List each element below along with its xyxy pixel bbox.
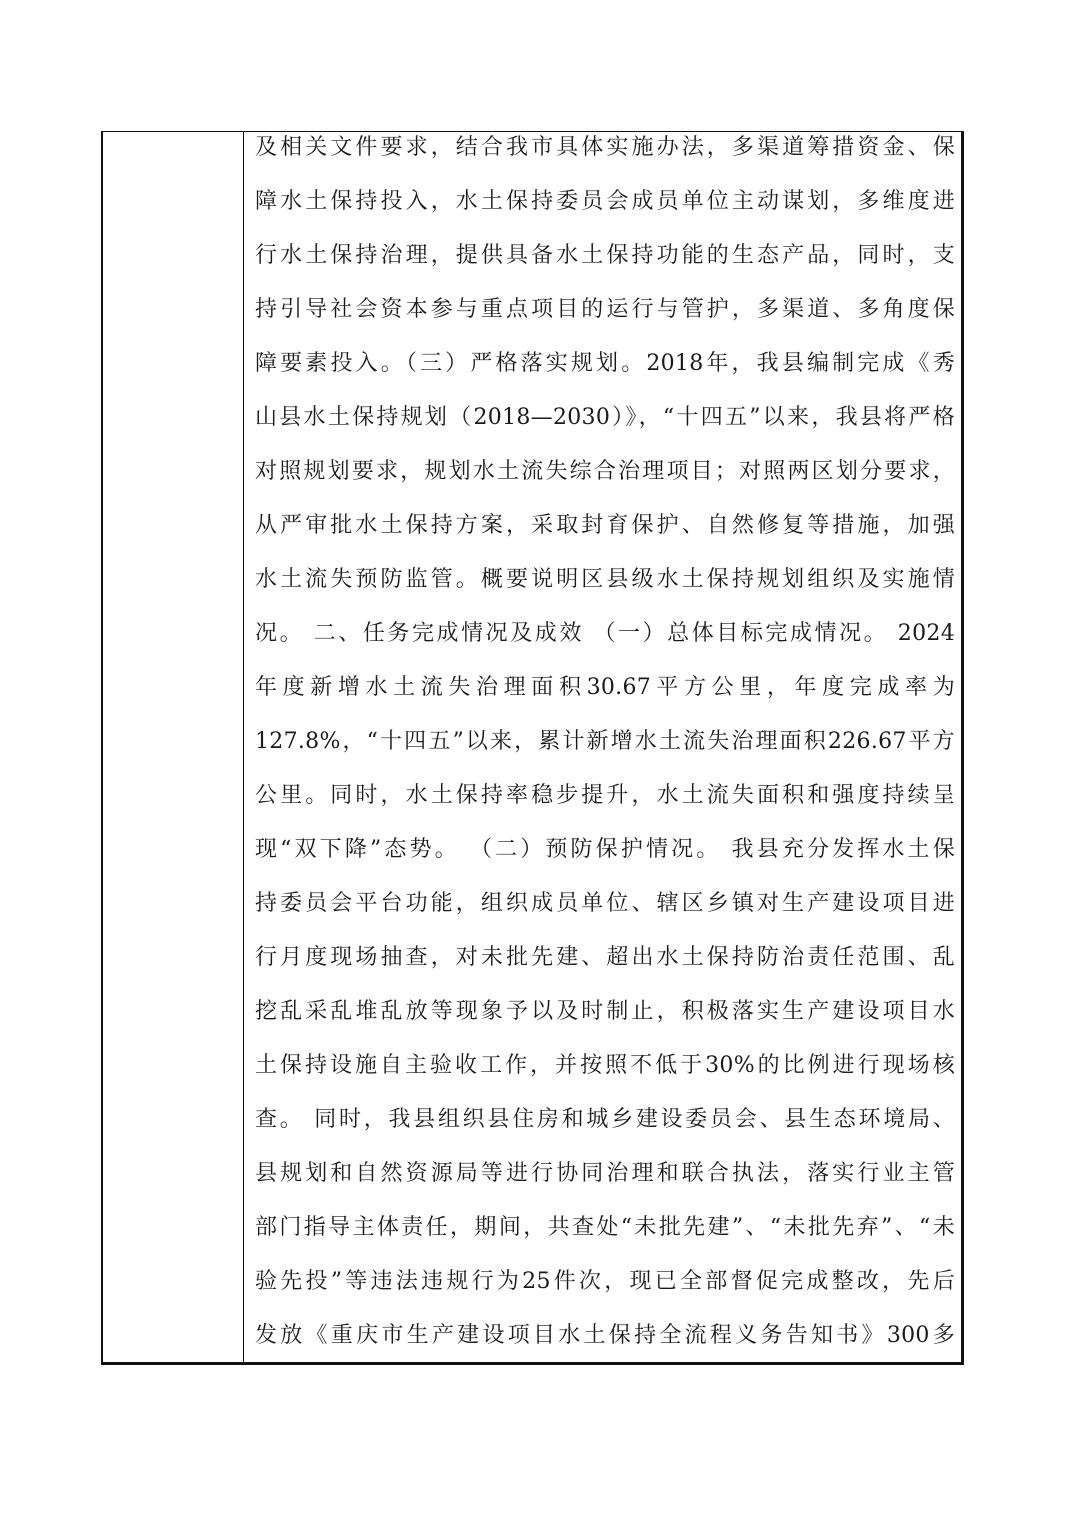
text-line: 从严审批水土保持方案，采取封育保护、自然修复等措施，加强 xyxy=(255,513,955,538)
text-line: 及相关文件要求，结合我市具体实施办法，多渠道筹措资金、保 xyxy=(255,135,955,160)
text-line: 持委员会平台功能，组织成员单位、辖区乡镇对生产建设项目进 xyxy=(255,891,955,916)
text-line: 况。 二、任务完成情况及成效 （一）总体目标完成情况。 2024 xyxy=(255,621,955,646)
text-line: 挖乱采乱堆乱放等现象予以及时制止，积极落实生产建设项目水 xyxy=(255,999,955,1024)
text-line: 查。 同时，我县组织县住房和城乡建设委员会、县生态环境局、 xyxy=(255,1107,955,1132)
text-line: 部门指导主体责任，期间，共查处“未批先建”、“未批先弃”、“未 xyxy=(255,1215,955,1240)
text-line: 127.8%，“十四五”以来，累计新增水土流失治理面积226.67平方 xyxy=(255,729,955,754)
text-line: 山县水土保持规划（2018—2030）》，“十四五”以来，我县将严格 xyxy=(255,405,955,430)
text-line: 发放《重庆市生产建设项目水土保持全流程义务告知书》300多 xyxy=(255,1323,955,1348)
text-line: 验先投”等违法违规行为25件次，现已全部督促完成整改，先后 xyxy=(255,1269,955,1294)
text-line: 持引导社会资本参与重点项目的运行与管护，多渠道、多角度保 xyxy=(255,297,955,322)
text-line: 水土流失预防监管。概要说明区县级水土保持规划组织及实施情 xyxy=(255,567,955,592)
text-line: 障要素投入。（三）严格落实规划。2018年，我县编制完成《秀 xyxy=(255,351,955,376)
text-line: 土保持设施自主验收工作，并按照不低于30%的比例进行现场核 xyxy=(255,1053,955,1078)
text-line: 公里。同时，水土保持率稳步提升，水土流失面积和强度持续呈 xyxy=(255,783,955,808)
text-line: 行月度现场抽查，对未批先建、超出水土保持防治责任范围、乱 xyxy=(255,945,955,970)
table-frame xyxy=(101,131,964,1365)
text-line: 县规划和自然资源局等进行协同治理和联合执法，落实行业主管 xyxy=(255,1161,955,1186)
text-line: 年度新增水土流失治理面积30.67平方公里，年度完成率为 xyxy=(255,675,955,700)
text-line: 障水土保持投入，水土保持委员会成员单位主动谋划，多维度进 xyxy=(255,189,955,214)
text-line: 现“双下降”态势。 （二）预防保护情况。 我县充分发挥水土保 xyxy=(255,837,955,862)
table-left-cell xyxy=(103,132,244,1362)
text-line: 对照规划要求，规划水土流失综合治理项目；对照两区划分要求， xyxy=(255,459,955,484)
text-line: 行水土保持治理，提供具备水土保持功能的生态产品，同时，支 xyxy=(255,243,955,268)
